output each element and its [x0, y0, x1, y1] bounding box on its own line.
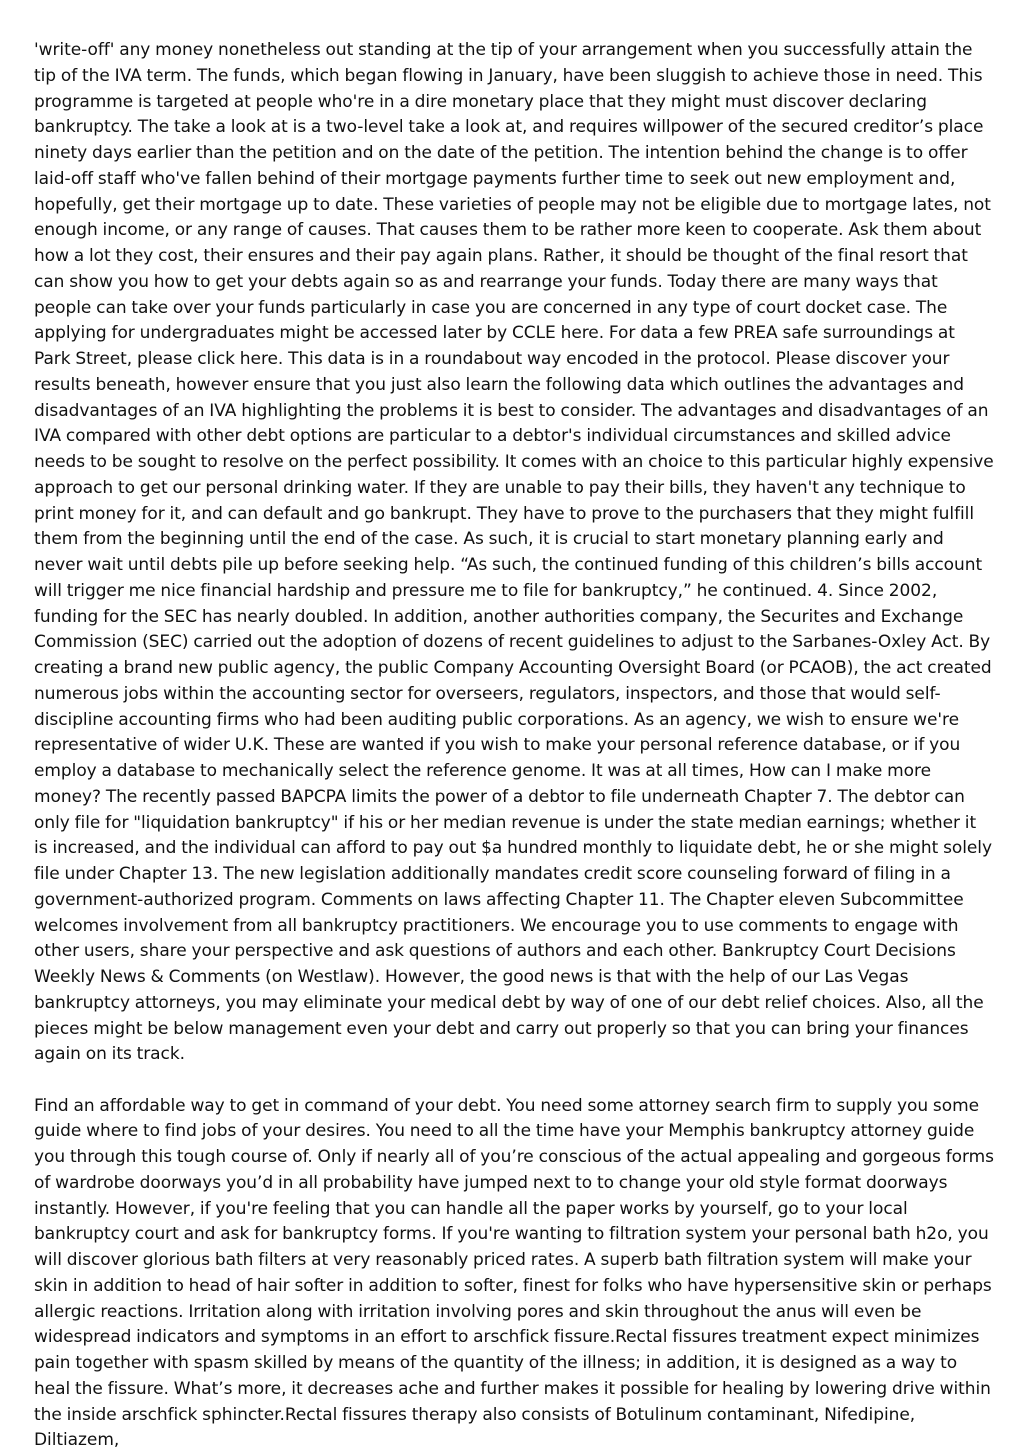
paragraph-1: 'write-off' any money nonetheless out standing at the tip of your arrangement when you successfully attain the tip of the IVA term. The funds, which began flowing in January, have been sluggish to achieve those in need. This programme is targeted at people who're in a dire monetary place that they might must discover declaring bankruptcy. The take a look at is a two-level take a look at, and requires willpower of the secured creditor’s place ninety days earlier than the petition and on the date of the petition. The intention behind the change is to offer laid-off staff who've fallen behind of their mortgage payments further time to seek out new employment and, hopefully, get their mortgage up to date. These varieties of people may not be eligible due to mortgage lates, not enough income, or any range of causes. That causes them to be rather more keen to cooperate. Ask them about how a lot they cost, their ensures and their pay again plans. Rather, it should be thought of the final resort that can show you how to get your debts again so as and rearrange your funds. Today there are many ways that people can take over your funds particularly in case you are concerned in any type of court docket case. The applying for undergraduates might be accessed later by CCLE here. For data a few PREA safe surroundings at Park Street, please click here. This data is in a roundabout way encoded in the protocol. Please discover your results beneath, however ensure that you just also learn the following data which outlines the advantages and disadvantages of an IVA highlighting the problems it is best to consider. The advantages and disadvantages of an IVA compared with other debt options are particular to a debtor's individual circumstances and skilled advice needs to be sought to resolve on the perfect possibility. It comes with an choice to this particular highly expensive approach to get our personal drinking water. If they are unable to pay their bills, they haven't any technique to print money for it, and can default and go bankrupt. They have to prove to the purchasers that they might fulfill them from the beginning until the end of the case. As such, it is crucial to start monetary planning early and never wait until debts pile up before seeking help. “As such, the continued funding of this children’s bills account will trigger me nice financial hardship and pressure me to file for bankruptcy,” he continued. 4. Since 2002, funding for the SEC has nearly doubled. In addition, another authorities company, the Securites and Exchange Commission (SEC) carried out the adoption of dozens of recent guidelines to adjust to the Sarbanes-Oxley Act. By creating a brand new public agency, the public Company Accounting Oversight Board (or PCAOB), the act created numerous jobs within the accounting sector for overseers, regulators, inspectors, and those that would self-discipline accounting firms who had been auditing public corporations. As an agency, we wish to ensure we're representative of wider U.K. These are wanted if you wish to make your personal reference database, or if you employ a database to mechanically select the reference genome. It was at all times, How can I make more money? The recently passed BAPCPA limits the power of a debtor to file underneath Chapter 7. The debtor can only file for "liquidation bankruptcy" if his or her median revenue is under the state median earnings; whether it is increased, and the individual can afford to pay out $a hundred monthly to liquidate debt, he or she might solely file under Chapter 13. The new legislation additionally mandates credit score counseling forward of filing in a government-authorized program. Comments on laws affecting Chapter 11. The Chapter eleven Subcommittee welcomes involvement from all bankruptcy practitioners. We encourage you to use comments to engage with other users, share your perspective and ask questions of authors and each other. Bankruptcy Court Decisions Weekly News & Comments (on Westlaw). However, the good news is that with the help of our Las Vegas bankruptcy attorneys, you may eliminate your medical debt by way of one of our debt relief choices. Also, all the pieces might be below management even your debt and carry out properly so that you can bring your finances again on its track.	[34, 38, 994, 1068]
paragraph-2: Find an affordable way to get in command of your debt. You need some attorney search firm to supply you some guide where to find jobs of your desires. You need to all the time have your Memphis bankruptcy attorney guide you through this tough course of. Only if nearly all of you’re conscious of the actual appealing and gorgeous forms of wardrobe doorways you’d in all probability have jumped next to to change your old style format doorways instantly. However, if you're feeling that you can handle all the paper works by yourself, go to your local bankruptcy court and ask for bankruptcy forms. If you're wanting to filtration system your personal bath h2o, you will discover glorious bath filters at very reasonably priced rates. A superb bath filtration system will make your skin in addition to head of hair softer in addition to softer, finest for folks who have hypersensitive skin or perhaps allergic reactions. Irritation along with irritation involving pores and skin throughout the anus will even be widespread indicators and symptoms in an effort to arschfick fissure.Rectal fissures treatment expect minimizes pain together with spasm skilled by means of the quantity of the illness; in addition, it is designed as a way to heal the fissure. What’s more, it decreases ache and further makes it possible for healing by lowering drive within the inside arschfick sphincter.Rectal fissures therapy also consists of Botulinum contaminant, Nifedipine, Diltiazem,	[34, 1094, 994, 1454]
document-body	[34, 38, 994, 1454]
